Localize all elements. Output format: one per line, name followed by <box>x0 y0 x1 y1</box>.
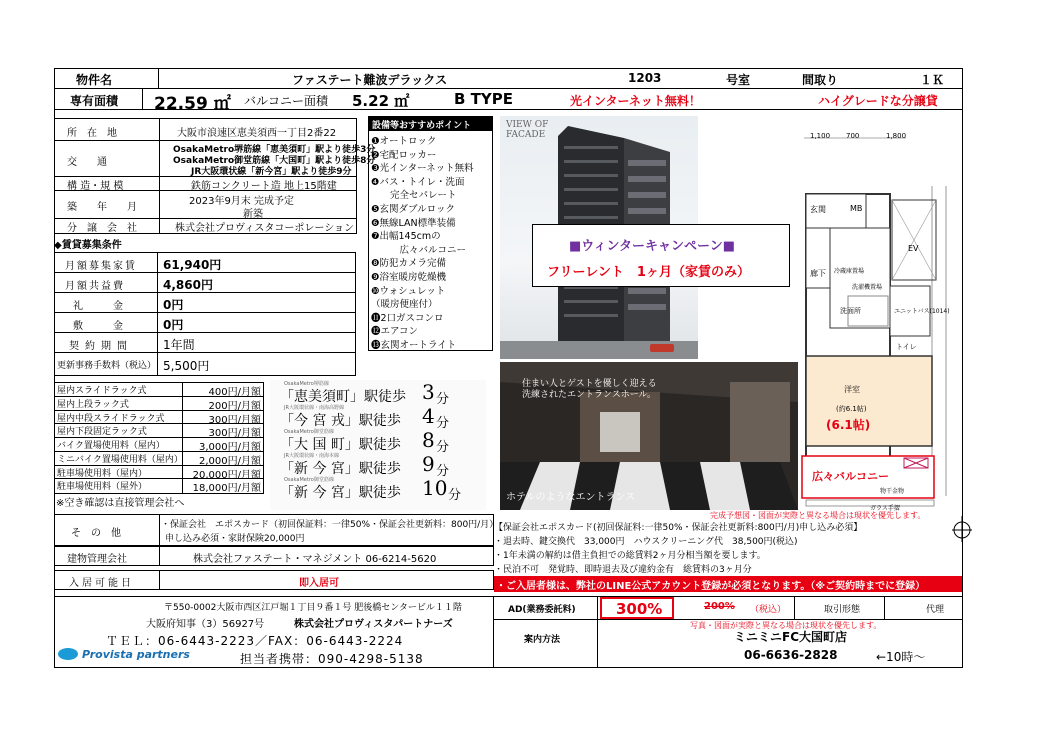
contract-value: 1年間 <box>163 338 195 352</box>
option-label: 屋内スライドラック式 <box>57 386 147 396</box>
equipment-item: 広々バルコニー <box>371 244 467 256</box>
station-line: OsakaMetro御堂筋線 <box>284 429 334 435</box>
header-row-1 <box>54 68 963 89</box>
built-new: 新築 <box>243 209 263 220</box>
station-unit: 分 <box>436 440 450 455</box>
option-label: バイク置場使用料（屋内） <box>57 441 165 451</box>
station-minutes: 10 <box>422 476 448 500</box>
campaign-body: フリーレント 1ヶ月（家賃のみ） <box>547 265 750 280</box>
option-row <box>55 452 263 466</box>
area-value: 22.59 ㎡ <box>154 94 231 114</box>
option-row <box>55 438 263 452</box>
note-moveout: ・退去時、鍵交換代 33,000円 ハウスクリーニング代 38,500円(税込) <box>494 537 798 547</box>
equipment-item: ❼出幅145cmの <box>371 231 441 243</box>
condition-row: 礼 金 0円 <box>55 293 355 313</box>
room-mb: MB <box>850 204 863 213</box>
form-label: 取引形態 <box>824 605 861 615</box>
built-label: 築 年 月 <box>67 202 137 213</box>
equipment-item: ❻無線LAN標準装備 <box>371 217 456 229</box>
equipment-item: ❷宅配ロッカー <box>371 149 437 161</box>
room-size: (6.1帖) <box>826 418 871 432</box>
entrance-photo <box>500 362 798 510</box>
type-value: B TYPE <box>454 90 513 108</box>
option-row <box>55 466 263 480</box>
station-unit: 分 <box>436 392 450 407</box>
equipment-item: ⓬エアコン <box>371 326 419 338</box>
property-name: ファステート難波デラックス <box>292 73 448 87</box>
room-size-small: (約6.1帖) <box>836 405 867 413</box>
equipment-item: ❿ウォシュレット <box>371 285 446 297</box>
equipment-item: ❶オートロック <box>371 136 437 147</box>
note-minpaku: ・民泊不可 発覚時、即時退去及び違約金有 総賃料の3ヶ月分 <box>494 565 752 575</box>
option-row <box>55 411 263 425</box>
conditions-title: ◆賃貸募集条件 <box>54 240 122 251</box>
built-value: 2023年9月末 完成予定 <box>189 196 294 207</box>
plan-note: 完成予想図・図面が実際と異なる場合は現状を優先します。 <box>710 511 926 520</box>
note-cancel: ・1年未満の解約は借主負担での総賃料2ヶ月分相当額を要します。 <box>494 551 766 561</box>
other-box <box>54 514 499 546</box>
info-table <box>54 118 376 234</box>
layout-label: 間取り <box>802 73 839 87</box>
facade-caption: VIEW OF FACADE <box>506 120 549 140</box>
key-money-value: 0円 <box>163 298 184 312</box>
company-address: 〒550-0002大阪市西区江戸堀１丁目９番１号 肥後橋センタービル１１階 <box>164 603 462 613</box>
traffic-label: 交 通 <box>67 157 107 168</box>
traffic-line-2: OsakaMetro御堂筋線「大国町」駅より徒歩8分 <box>173 156 376 166</box>
station-minutes: 8 <box>422 428 435 452</box>
station-list <box>270 380 486 510</box>
option-value: 3,000円/月額 <box>199 442 261 453</box>
station-minutes: 4 <box>422 404 435 428</box>
room-western: 洋室 <box>844 385 860 394</box>
traffic-line-3: JR大阪環状線「新今宮」駅より徒歩9分 <box>191 167 352 177</box>
entrance-text-2: 洗練されたエントランスホール。 <box>522 390 656 400</box>
form-value: 代理 <box>926 605 945 615</box>
other-text-1: ・保証会社 エポスカード（初回保証料：一律50%・保証会社更新料：800円/月） <box>161 520 499 530</box>
traffic-line-1: OsakaMetro堺筋線「恵美須町」駅より徒歩3分 <box>173 145 376 155</box>
layout-value: １Ｋ <box>920 73 945 87</box>
renewal-fee-value: 5,500円 <box>163 359 210 373</box>
station-row <box>270 428 486 455</box>
condition-row: 月額募集家賃 61,940円 <box>55 253 355 273</box>
logo-icon <box>58 648 78 660</box>
room-bath: ユニットバス(1014) <box>894 308 950 315</box>
room-fridge: 冷蔵庫置場 <box>834 268 865 275</box>
guide-label-cell <box>494 620 598 668</box>
management-label: 建物管理会社 <box>67 554 127 565</box>
company-license: 大阪府知事（3）56927号 <box>146 619 265 630</box>
common-fee-value: 4,860円 <box>163 278 213 292</box>
highgrade-badge: ハイグレードな分譲貸 <box>818 94 938 108</box>
equipment-title: 設備等おすすめポイント <box>372 121 472 131</box>
other-label: そ の 他 <box>71 528 121 539</box>
dim-top-2: 700 <box>846 132 860 140</box>
equipment-item: ❸光インターネット無料 <box>371 163 474 175</box>
movein-row <box>54 570 494 590</box>
line-notice: ・ご入居者様は、弊社のLINE公式アカウント登録が必須となります。（※ご契約時までに登録） <box>494 576 962 592</box>
room-toilet: トイレ <box>896 343 917 351</box>
station-unit: 分 <box>436 416 450 431</box>
floor-plan <box>796 116 962 516</box>
seller-label: 分 譲 会 社 <box>67 223 137 234</box>
equipment-item: ⓫2口ガスコンロ <box>371 312 444 324</box>
structure-label: 構 造・規 模 <box>67 181 124 192</box>
company-block <box>54 596 494 668</box>
condition-row: 更新事務手数料（税込） 5,500円 <box>57 359 210 373</box>
campaign-title: ■ウィンターキャンペーン■ <box>569 239 736 254</box>
balcony-value: 5.22 ㎡ <box>352 92 410 110</box>
address-label: 所 在 地 <box>67 128 117 139</box>
equipment-item: ⓭玄関オートライト <box>371 340 457 351</box>
glass-rail: ガラス手摺 <box>870 505 900 512</box>
room-label: 号室 <box>726 73 751 87</box>
option-label: 駐車場使用料（屋内） <box>57 468 148 479</box>
option-label: ミニバイク置場使用料（屋内） <box>57 454 183 465</box>
station-name: 「大 国 町」駅徒歩 <box>280 437 401 453</box>
equipment-item: 完全セパレート <box>371 190 457 202</box>
equipment-box <box>368 116 493 351</box>
option-value: 300円/月額 <box>208 414 261 426</box>
ad-tax: （税込） <box>750 605 787 615</box>
internet-badge: 光インターネット無料！ <box>570 94 701 108</box>
equipment-item: ❾浴室暖房乾燥機 <box>371 272 447 283</box>
station-line: OsakaMetro御堂筋線 <box>284 477 334 483</box>
balcony-label: バルコニー面積 <box>244 94 329 108</box>
company-name: 株式会社プロヴィスタパートナーズ <box>294 619 453 630</box>
station-unit: 分 <box>436 464 450 479</box>
dim-top-3: 1,800 <box>886 132 907 140</box>
balcony-label-plan: 広々バルコニー <box>812 470 889 483</box>
movein-value: 即入居可 <box>299 578 339 589</box>
ad-old-value: 200% <box>704 601 735 612</box>
ad-label: AD(業務委託料) <box>508 605 576 615</box>
equipment-item: ❹バス・トイレ・洗面 <box>371 176 465 188</box>
balcony-sub: 物干金物 <box>880 488 905 495</box>
structure-value: 鉄筋コンクリート造 地上15階建 <box>191 181 337 192</box>
room-ev: EV <box>908 244 919 253</box>
options-table <box>54 382 264 494</box>
station-row <box>270 452 486 479</box>
station-row <box>270 380 486 407</box>
station-minutes: 3 <box>422 380 435 404</box>
management-value: 株式会社ファステート・マネジメント 06-6214-5620 <box>193 554 437 565</box>
station-line: OsakaMetro堺筋線 <box>284 381 329 387</box>
option-row <box>55 383 263 397</box>
station-name: 「新 今 宮」駅徒歩 <box>280 485 401 501</box>
deposit-value: 0円 <box>163 318 184 332</box>
management-row <box>54 546 494 566</box>
equipment-item: ❺玄関ダブルロック <box>371 204 455 215</box>
guide-shop: ミニミニFC大国町店 <box>734 630 848 644</box>
company-logo: Provista partners <box>82 648 190 661</box>
ad-row <box>494 596 963 620</box>
ad-note: 写真・図面が実際と異なる場合は現状を優先します。 <box>690 621 882 630</box>
condition-row: 敷 金 0円 <box>55 313 355 333</box>
header-row-2 <box>54 89 963 114</box>
movein-label: 入居可能日 <box>69 578 134 589</box>
guide-label: 案内方法 <box>524 635 561 645</box>
station-name: 「恵美須町」駅徒歩 <box>280 389 406 405</box>
option-value: 2,000円/月額 <box>199 455 261 467</box>
rent-value: 61,940円 <box>163 258 222 272</box>
address-value: 大阪市浪速区恵美須西一丁目2番22 <box>177 128 337 139</box>
option-value: 400円/月額 <box>208 387 261 398</box>
entrance-caption: ホテルのようなエントランス <box>506 492 636 503</box>
option-label: 駐車場使用料（屋外） <box>57 482 148 493</box>
equipment-item: （暖房便座付） <box>371 299 438 311</box>
station-row <box>270 404 486 431</box>
option-value: 300円/月額 <box>208 428 261 440</box>
dim-top-1: 1,100 <box>810 132 831 140</box>
equipment-item: ❽防犯カメラ完備 <box>371 258 447 270</box>
room-laundry: 洗濯機置場 <box>852 284 883 291</box>
note-guarantee: 【保証会社エポスカード(初回保証料:一律50%・保証会社更新料:800円/月)申し込み必須】 <box>494 523 863 533</box>
option-label: 屋内中段スライドラック式 <box>57 413 165 424</box>
campaign-box <box>532 224 790 287</box>
company-tel: ＴＥＬ：06-6443-2223／FAX：06-6443-2224 <box>106 634 404 648</box>
station-row <box>270 476 486 503</box>
property-name-label: 物件名 <box>76 73 113 87</box>
guide-tel: 06-6636-2828 <box>744 648 838 662</box>
option-row <box>55 479 263 493</box>
floor-plan-drawing <box>796 116 962 516</box>
options-note: ※空き確認は直接管理会社へ <box>56 498 185 509</box>
room-washroom: 洗面所 <box>840 307 861 315</box>
entrance-text-1: 住まい人とゲストを優しく迎える <box>522 379 657 389</box>
station-name: 「今 宮 戎」駅徒歩 <box>280 413 401 429</box>
company-mobile: 担当者携帯：090-4298-5138 <box>240 652 424 666</box>
room-entrance: 玄関 <box>810 205 826 214</box>
condition-row: 月額共益費 4,860円 <box>55 273 355 293</box>
ad-value-box <box>600 597 674 619</box>
room-hall: 廊下 <box>810 269 826 278</box>
station-line: JR大阪環状線・南海高野線 <box>284 405 344 411</box>
conditions-table <box>54 252 356 376</box>
other-text-2: 申し込み必須・家財保険20,000円 <box>165 534 305 544</box>
option-value: 200円/月額 <box>208 400 261 412</box>
station-unit: 分 <box>448 488 462 503</box>
option-label: 屋内下段固定ラック式 <box>57 427 147 438</box>
option-value: 20,000円/月額 <box>192 469 261 481</box>
ad-value: 300% <box>616 600 663 618</box>
station-name: 「新 今 宮」駅徒歩 <box>280 461 401 477</box>
option-row <box>55 424 263 438</box>
seller-value: 株式会社プロヴィスタコーポレーション <box>175 223 354 234</box>
option-row <box>55 397 263 411</box>
option-label: 屋内上段ラック式 <box>57 399 129 410</box>
room-number: 1203 <box>628 71 662 85</box>
area-label: 専有面積 <box>70 94 119 108</box>
station-line: JR大阪環状線・南海本線 <box>284 453 339 459</box>
condition-row: 契約期間 1年間 <box>55 333 355 353</box>
option-value: 18,000円/月額 <box>192 483 261 495</box>
guide-time: ←10時～ <box>876 650 926 664</box>
station-minutes: 9 <box>422 452 435 476</box>
